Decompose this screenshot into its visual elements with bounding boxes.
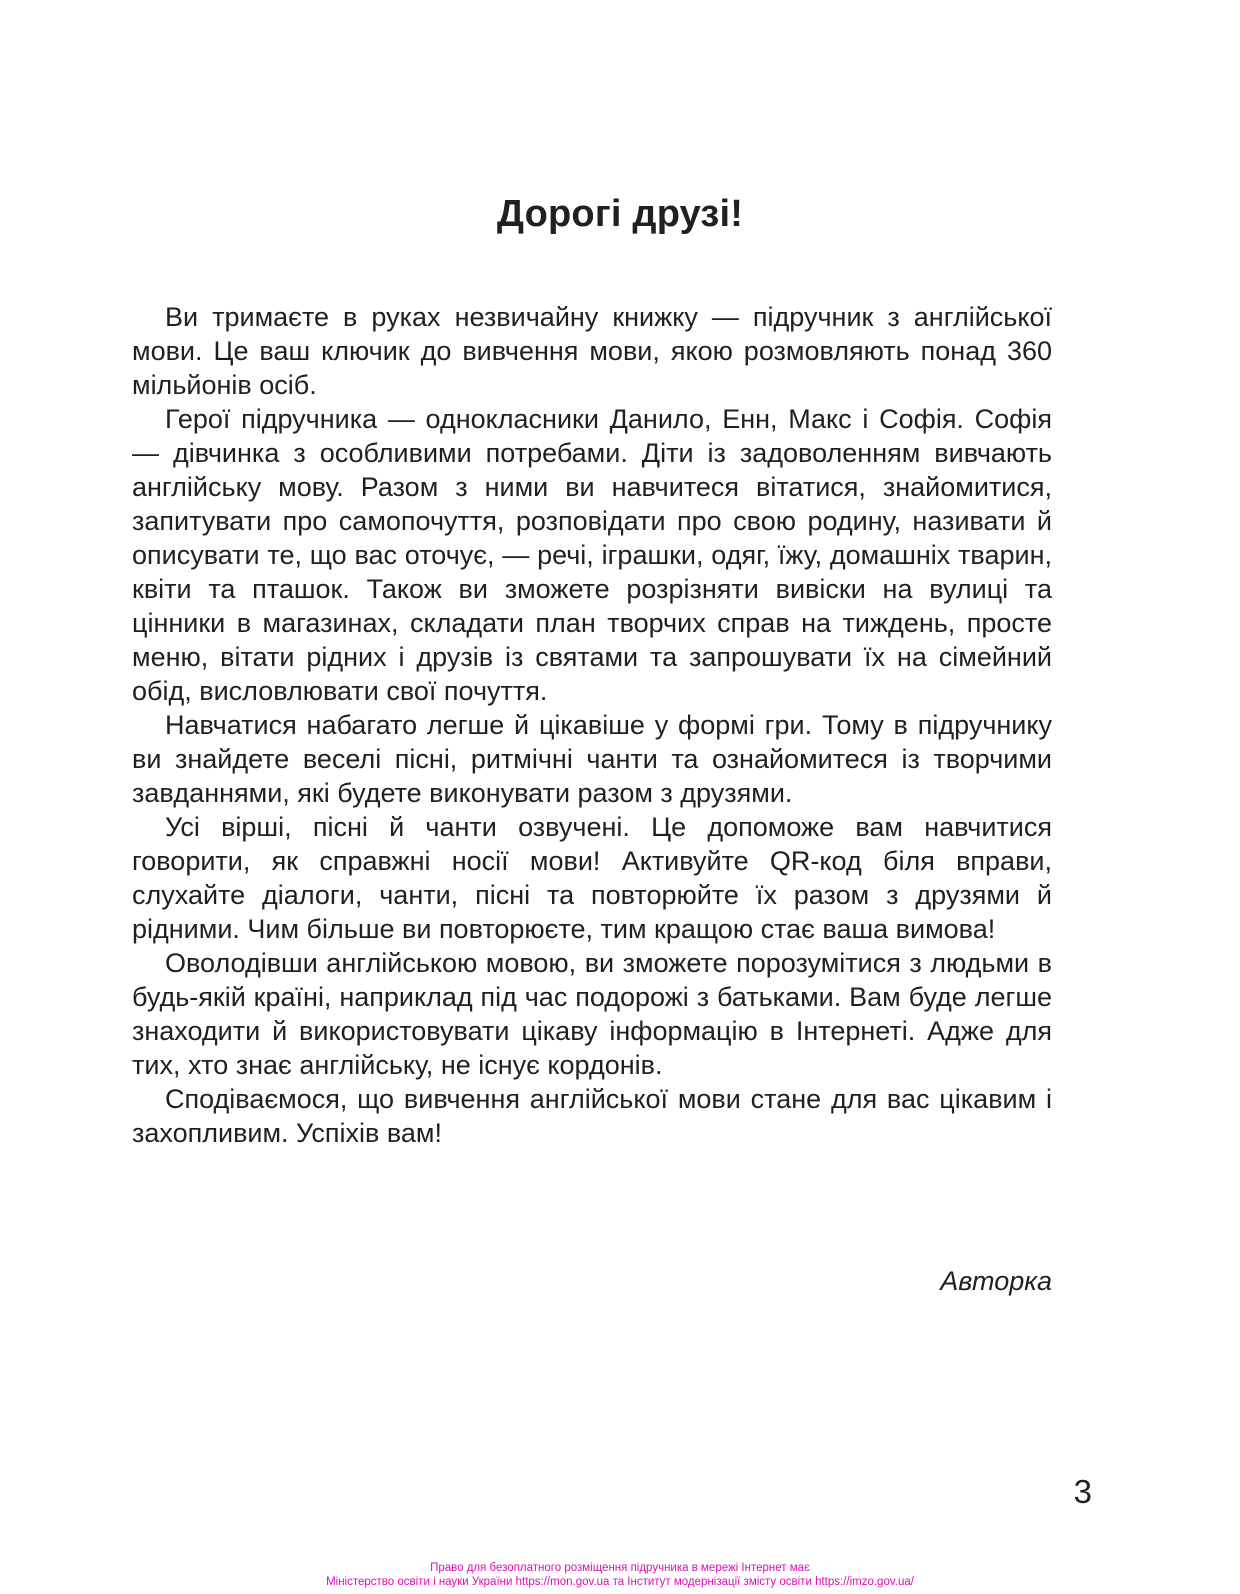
paragraph-closing: Сподіваємося, що вивчення англійської мови стане для вас цікавим і захопливим. Успіхів вам! <box>132 1084 1052 1148</box>
copyright-footer <box>0 1561 1240 1589</box>
footer-line-ministry: Міністерство освіти і науки України https://mon.gov.ua та Інститут модернізації змісту освіти https://imzo.gov.ua/ <box>326 1576 914 1588</box>
body-text <box>132 300 1052 1150</box>
page-title: Дорогі друзі! <box>496 193 744 235</box>
author-signature: Авторка <box>940 1266 1052 1296</box>
paragraph-audio: Усі вірші, пісні й чанти озвучені. Це допоможе вам навчитися говорити, як справжні носії мови! Активуйте QR-код біля вправи, слухайте діалоги, чанти, пісні та повторюйте їх разом з друзями й рідними. Чим більше ви повторюєте, тим кращою стає ваша вимова! <box>132 812 1052 944</box>
paragraph-benefits: Оволодівши англійською мовою, ви зможете порозумітися з людьми в будь-якій країні, наприклад під час подорожі з батьками. Вам буде легше знаходити й використовувати цікаву інформацію в Інтернеті. Адже для тих, хто знає англійську, не існує кордонів. <box>132 948 1052 1080</box>
page-number: 3 <box>1073 1473 1092 1510</box>
footer-line-rights: Право для безоплатного розміщення підручника в мережі Інтернет має <box>430 1562 810 1574</box>
paragraph-intro: Ви тримаєте в руках незвичайну книжку — підручник з англійської мови. Це ваш ключик до вивчення мови, якою розмовляють понад 360 мільйонів осіб. <box>132 302 1052 400</box>
paragraph-games: Навчатися набагато легше й цікавіше у формі гри. Тому в підручнику ви знайдете веселі пісні, ритмічні чанти та ознайомитеся із творчими завданнями, які будете виконувати разом з друзями. <box>132 710 1052 808</box>
paragraph-heroes: Герої підручника — однокласники Данило, Енн, Макс і Софія. Софія — дівчинка з особливими потребами. Діти із задоволенням вивчають англійську мову. Разом з ними ви навчитеся вітатися, знайомитися, запитувати про самопочуття, розповідати про свою родину, називати й описувати те, що вас оточує, — речі, іграшки, одяг, їжу, домашніх тварин, квіти та пташок. Також ви зможете розрізняти вивіски на вулиці та цінники в магазинах, складати план творчих справ на тиждень, просте меню, вітати рідних і друзів із святами та запрошувати їх на сімейний обід, висловлювати свої почуття. <box>132 404 1052 706</box>
